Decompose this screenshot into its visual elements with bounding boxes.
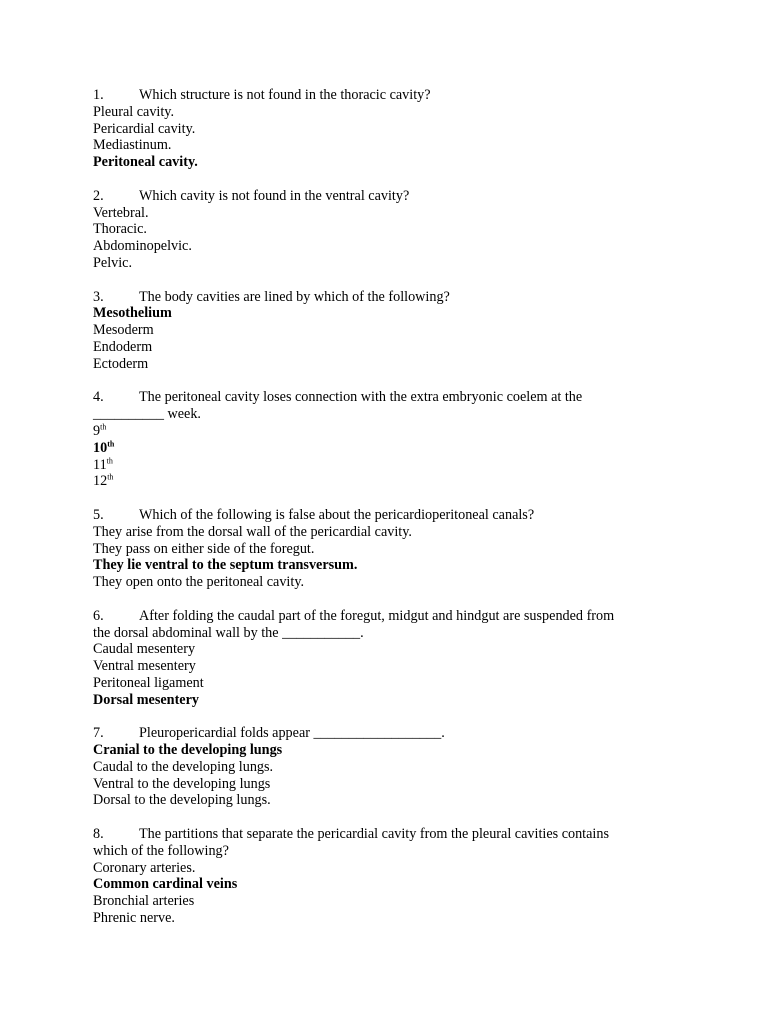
question-stem	[93, 289, 673, 306]
question-5	[93, 507, 673, 591]
answer-option: Pelvic.	[93, 254, 133, 271]
question-text: Which of the following is false about the pericardioperitoneal canals?	[139, 506, 535, 523]
answer-option: Pleural cavity.	[93, 103, 175, 120]
question-number: 1.	[93, 87, 104, 103]
option-number: 9	[93, 422, 101, 439]
question-3	[93, 289, 673, 373]
question-number: 5.	[93, 506, 104, 523]
question-text: After folding the caudal part of the foregut, midgut and hindgut are suspended from	[139, 607, 615, 624]
question-2	[93, 188, 673, 272]
correct-answer-option	[93, 440, 673, 457]
option-number: 10	[93, 439, 108, 456]
question-number: 8.	[93, 826, 104, 843]
answer-option: Ventral to the developing lungs	[93, 775, 271, 792]
question-text: Which cavity is not found in the ventral cavity?	[139, 187, 410, 204]
answer-option: Bronchial arteries	[93, 893, 195, 910]
answer-option: Thoracic.	[93, 221, 147, 238]
answer-option: Pericardial cavity.	[93, 120, 196, 137]
ordinal-suffix: th	[107, 439, 115, 448]
answer-option: Peritoneal ligament	[93, 674, 204, 691]
answer-option: Caudal to the developing lungs.	[93, 758, 274, 775]
question-4	[93, 389, 673, 490]
answer-option: They open onto the peritoneal cavity.	[93, 574, 305, 591]
answer-option	[93, 473, 673, 490]
correct-answer-option: Common cardinal veins	[93, 876, 238, 893]
question-8	[93, 826, 673, 927]
question-text: The partitions that separate the pericardial cavity from the pleural cavities contains	[139, 826, 609, 843]
question-7	[93, 725, 673, 809]
document-page	[93, 87, 673, 944]
ordinal-suffix: th	[106, 455, 113, 465]
question-stem	[93, 188, 673, 205]
option-number: 11	[93, 456, 107, 473]
question-stem	[93, 507, 673, 524]
question-number: 7.	[93, 725, 104, 742]
ordinal-suffix: th	[107, 472, 114, 482]
question-number: 2.	[93, 187, 104, 204]
answer-option: Endoderm	[93, 338, 153, 355]
question-number: 3.	[93, 288, 104, 305]
answer-option: Mesoderm	[93, 322, 154, 339]
option-number: 12	[93, 473, 108, 490]
answer-option	[93, 457, 673, 474]
answer-option: Ectoderm	[93, 355, 149, 372]
question-stem	[93, 725, 673, 742]
question-stem	[93, 87, 673, 104]
question-number: 6.	[93, 607, 104, 624]
correct-answer-option: They lie ventral to the septum transversum.	[93, 557, 358, 574]
question-text-continuation: which of the following?	[93, 842, 229, 859]
correct-answer-option: Peritoneal cavity.	[93, 154, 198, 171]
answer-option: Vertebral.	[93, 204, 149, 221]
answer-option: Abdominopelvic.	[93, 238, 192, 255]
question-stem	[93, 389, 673, 406]
correct-answer-option: Cranial to the developing lungs	[93, 742, 283, 759]
answer-option: Phrenic nerve.	[93, 910, 175, 927]
answer-option: They pass on either side of the foregut.	[93, 540, 315, 557]
answer-option	[93, 423, 673, 440]
question-text: The peritoneal cavity loses connection with the extra embryonic coelem at the	[139, 389, 583, 406]
answer-option: Coronary arteries.	[93, 859, 196, 876]
correct-answer-option: Dorsal mesentery	[93, 691, 199, 708]
question-text: The body cavities are lined by which of the following?	[139, 288, 450, 305]
question-number: 4.	[93, 389, 104, 406]
answer-option: Caudal mesentery	[93, 641, 196, 658]
answer-option: Dorsal to the developing lungs.	[93, 792, 271, 809]
answer-option: They arise from the dorsal wall of the pericardial cavity.	[93, 523, 412, 540]
correct-answer-option: Mesothelium	[93, 305, 172, 322]
question-stem	[93, 608, 673, 625]
ordinal-suffix: th	[100, 422, 107, 432]
question-text: Which structure is not found in the thoracic cavity?	[139, 87, 431, 103]
answer-option: Mediastinum.	[93, 137, 172, 154]
question-1	[93, 87, 673, 171]
answer-option: Ventral mesentery	[93, 658, 196, 675]
question-text-continuation: the dorsal abdominal wall by the ___________.	[93, 624, 364, 641]
question-text-continuation: __________ week.	[93, 406, 201, 423]
question-text: Pleuropericardial folds appear __________________.	[139, 725, 445, 742]
question-stem	[93, 826, 673, 843]
question-6	[93, 608, 673, 709]
